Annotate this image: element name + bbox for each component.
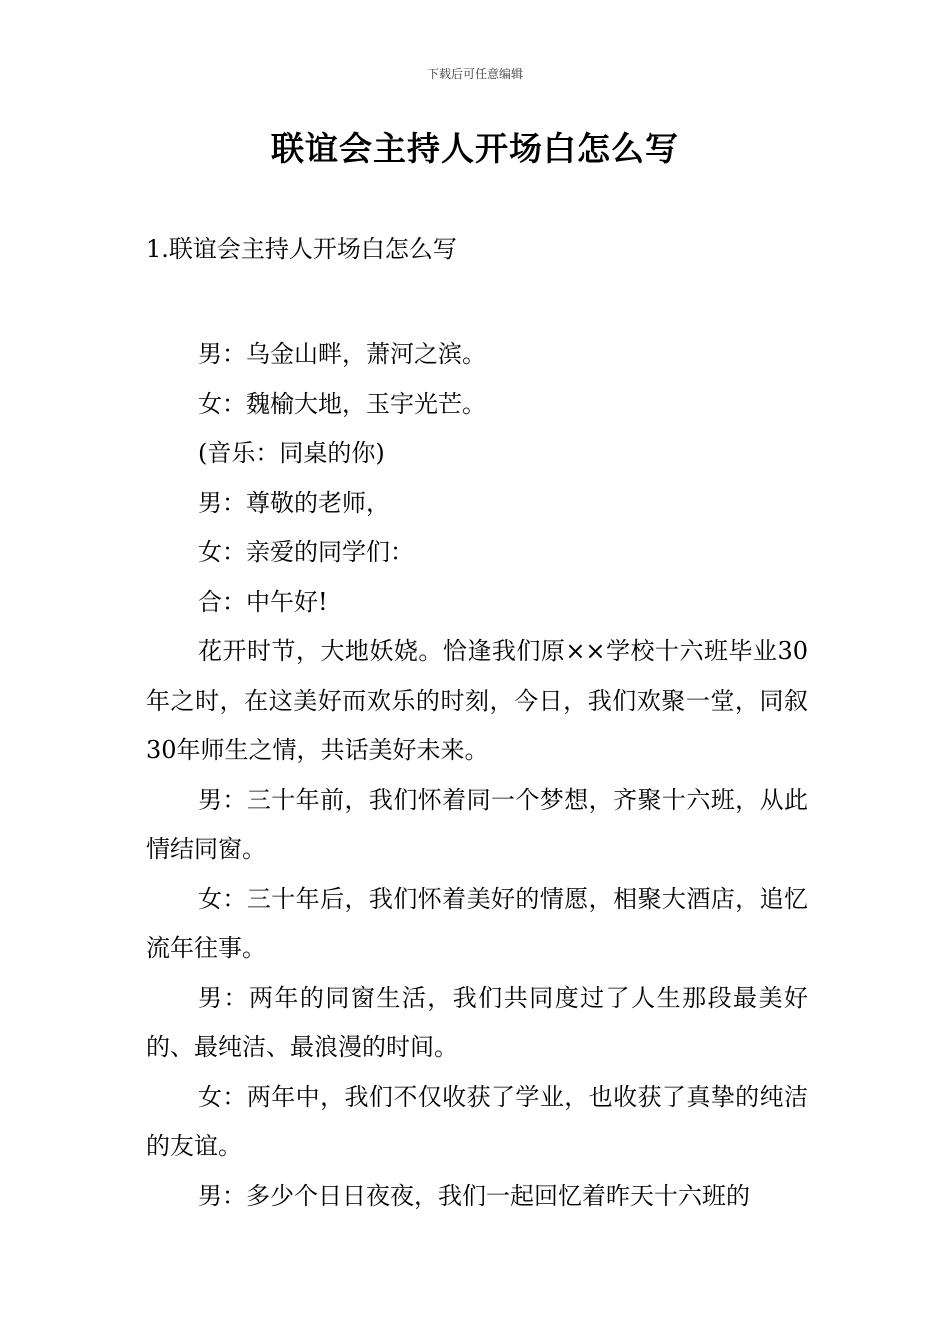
paragraph: 男：三十年前，我们怀着同一个梦想，齐聚十六班，从此情结同窗。: [146, 785, 808, 863]
paragraph: 女：魏榆大地，玉宇光芒。: [198, 389, 486, 418]
paragraph: 男：乌金山畔，萧河之滨。: [198, 340, 486, 368]
paragraph: 女：两年中，我们不仅收获了学业，也收获了真挚的纯洁的友谊。: [146, 1082, 808, 1160]
paragraph: 花开时节，大地妖娆。恰逢我们原××学校十六班毕业30年之时，在这美好而欢乐的时刻，今日，我们欢聚一堂，同叙30年师生之情，共话美好未来。: [146, 637, 808, 764]
document-title: 联谊会主持人开场白怎么写: [271, 129, 679, 168]
paragraph: 女：三十年后，我们怀着美好的情愿，相聚大酒店，追忆流年往事。: [146, 884, 808, 962]
paragraph: (音乐：同桌的你): [198, 439, 385, 467]
paragraph: 男：两年的同窗生活，我们共同度过了人生那段最美好的、最纯洁、最浪漫的时间。: [146, 983, 808, 1061]
paragraph: 男：尊敬的老师，: [198, 488, 390, 517]
section-heading: 1.联谊会主持人开场白怎么写: [146, 235, 457, 263]
paragraph: 男：多少个日日夜夜，我们一起回忆着昨天十六班的: [198, 1181, 750, 1210]
header-note: 下载后可任意编辑: [426, 67, 523, 81]
document-body: [146, 330, 808, 1221]
paragraph: 女：亲爱的同学们：: [198, 538, 414, 566]
paragraph: 合：中午好!: [198, 587, 328, 616]
